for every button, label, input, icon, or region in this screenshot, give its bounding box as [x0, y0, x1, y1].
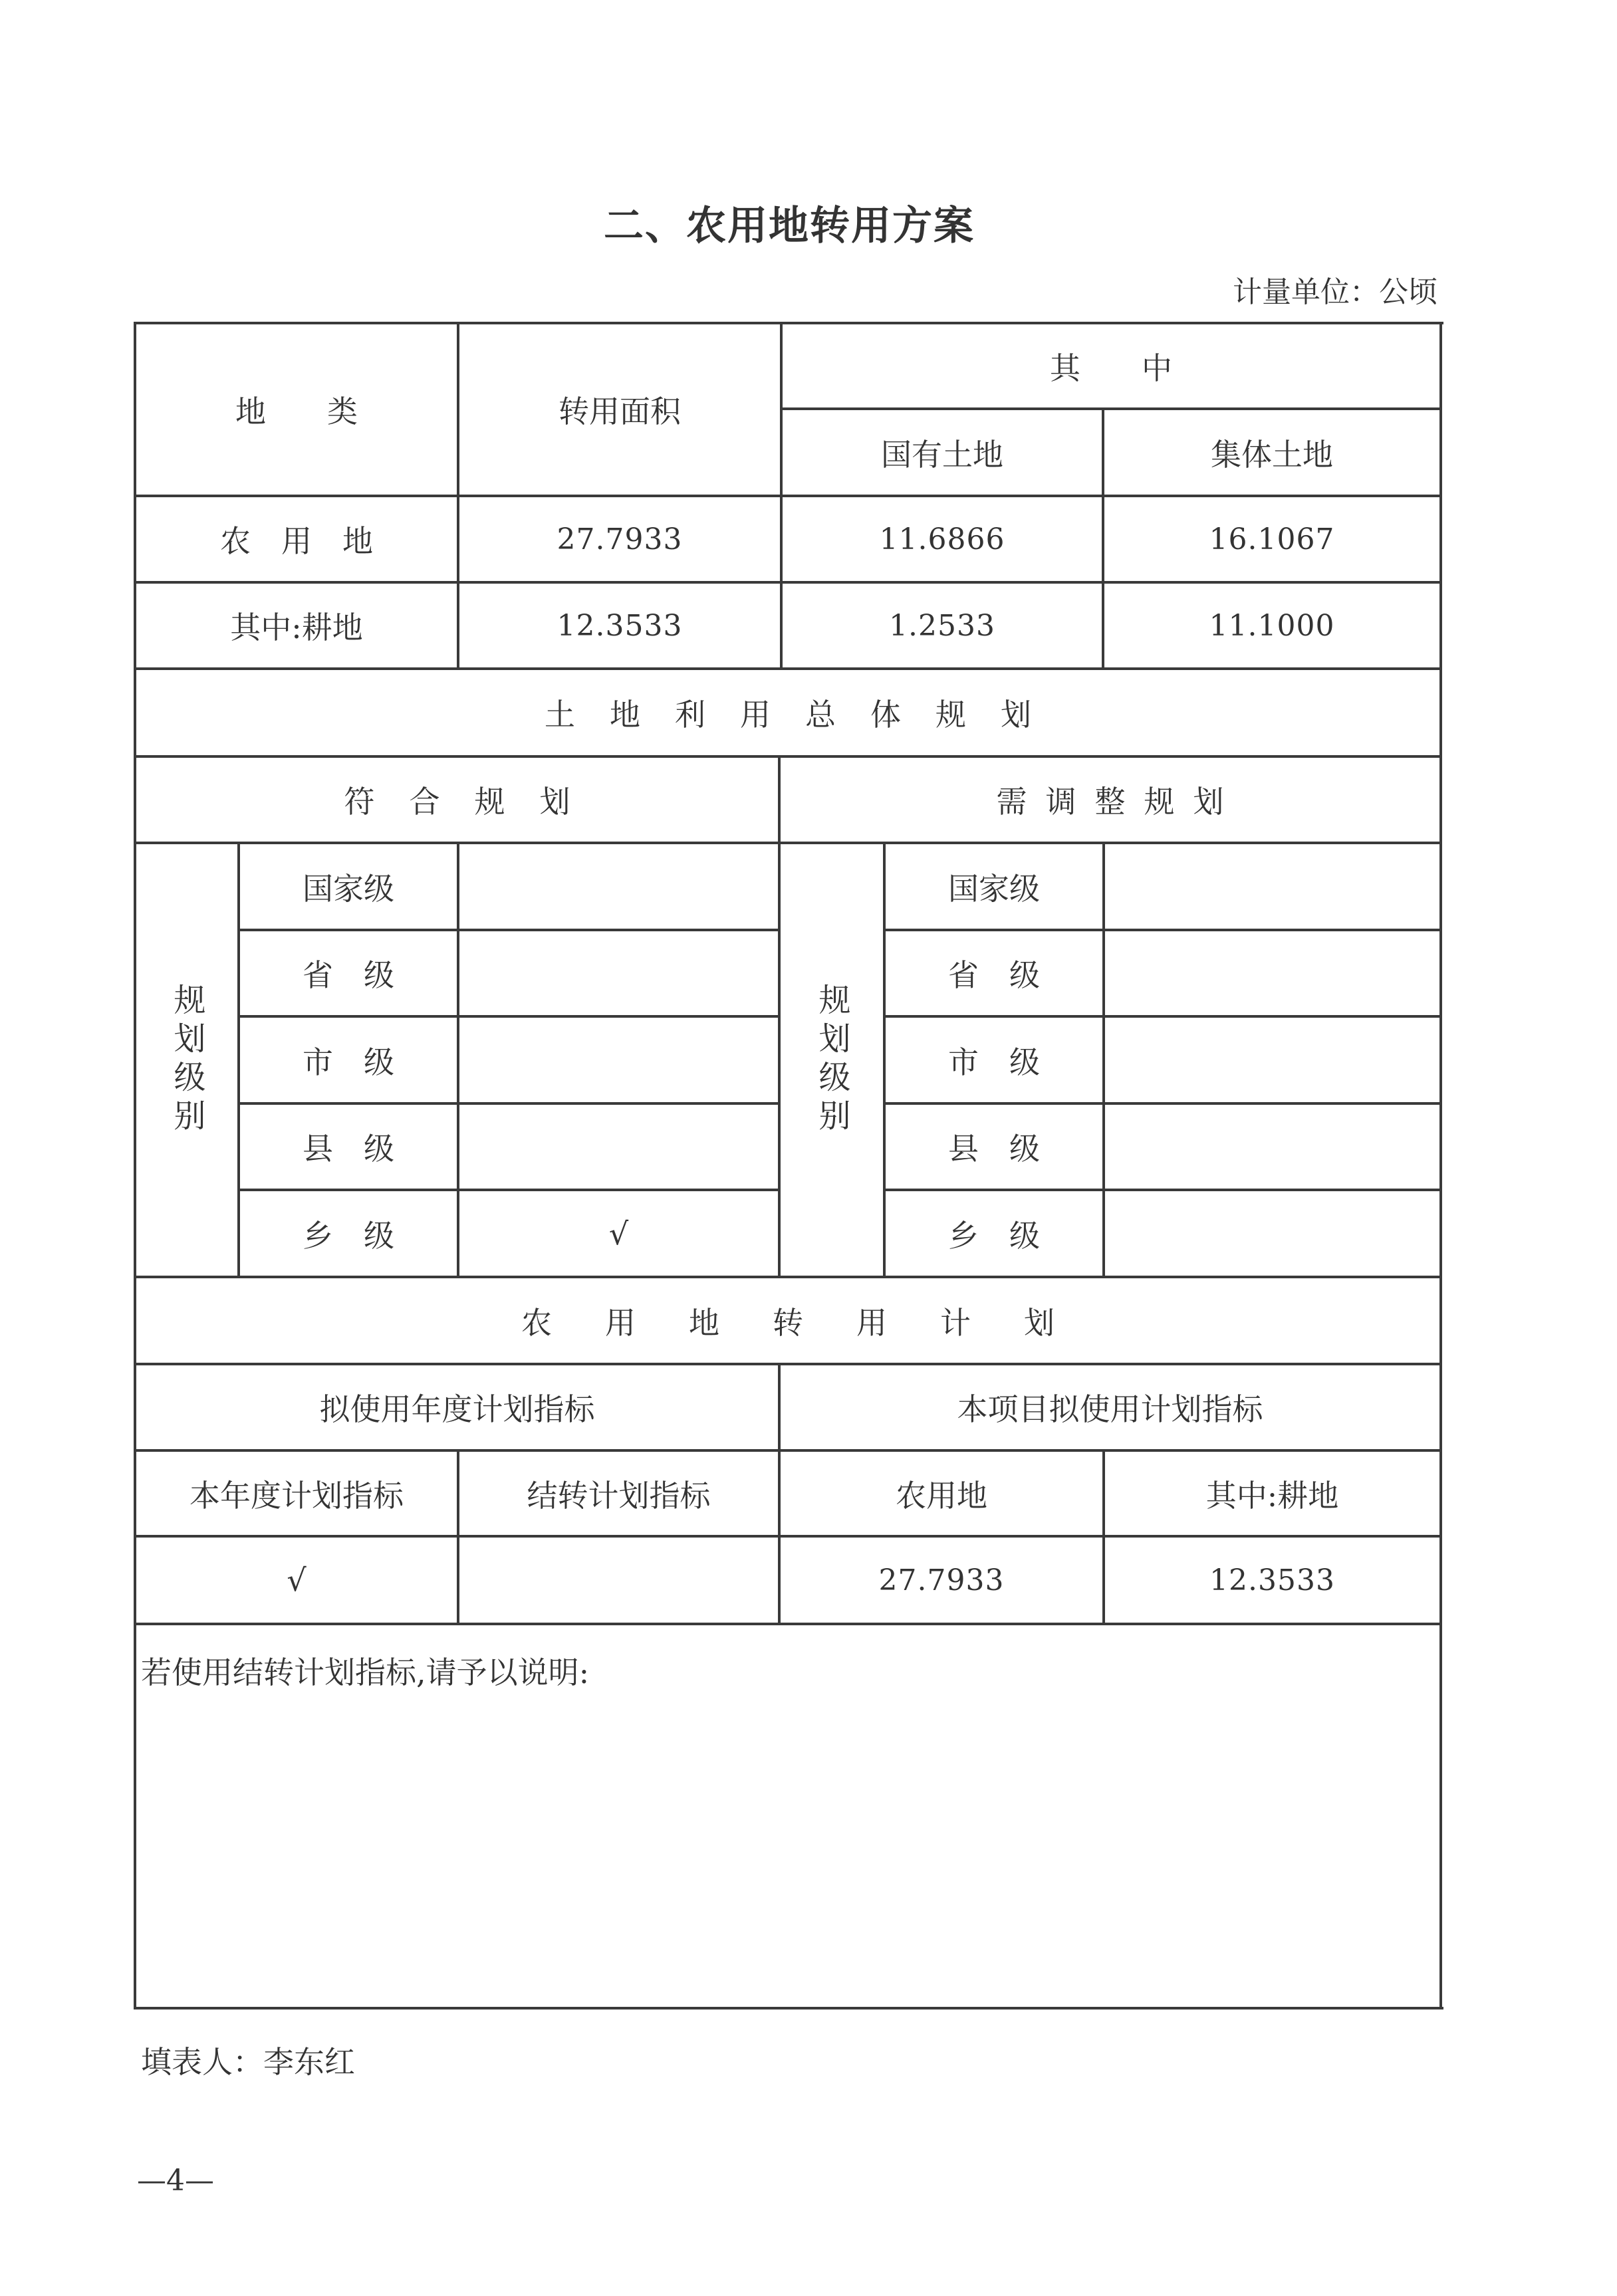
- page-number: —4—: [137, 2164, 214, 2198]
- quota-project-header: 本项目拟使用计划指标: [957, 1391, 1263, 1427]
- adj-level-provincial-mark: [1105, 931, 1439, 1015]
- plan-needs-adjustment: 需调整规划: [996, 784, 1243, 820]
- level-provincial-mark: [459, 931, 778, 1015]
- adj-level-city-mark: [1105, 1018, 1439, 1102]
- level-county-label: 县 级: [303, 1131, 394, 1167]
- quota-section-title: 农用地转用计划: [521, 1304, 1108, 1341]
- adj-level-national-mark: [1105, 844, 1439, 929]
- plan-level-label-left: 规划级别: [168, 983, 205, 1137]
- adj-level-county-label: 县 级: [948, 1131, 1040, 1167]
- table-border-bottom: [134, 2007, 1443, 2009]
- level-township-check-mark: √: [608, 1215, 629, 1252]
- plan-section-title: 土地利用总体规划: [545, 697, 1066, 733]
- row-state-owned: 1.2533: [889, 608, 995, 643]
- level-city-label: 市 级: [303, 1044, 394, 1080]
- unit-label: 计量单位：公顷: [1233, 275, 1437, 309]
- row-area: 12.3533: [557, 608, 683, 643]
- note-label: 若使用结转计划指标,请予以说明:: [141, 1655, 590, 1690]
- plan-level-label-right: 规划级别: [813, 983, 850, 1137]
- quota-carried-over-header: 结转计划指标: [527, 1477, 711, 1514]
- level-provincial-label: 省 级: [303, 957, 394, 993]
- header-of-which: 其 中: [1050, 350, 1172, 386]
- divider: [134, 1623, 1441, 1625]
- adj-level-township-mark: [1105, 1191, 1439, 1276]
- quota-this-year-header: 本年度计划指标: [189, 1477, 404, 1514]
- level-county-mark: [459, 1105, 778, 1189]
- row-state-owned: 11.6866: [879, 522, 1005, 556]
- adj-level-county-mark: [1105, 1105, 1439, 1189]
- header-land-type: 地 类: [235, 394, 358, 429]
- row-collective: 11.1000: [1209, 608, 1335, 643]
- row-collective: 16.1067: [1209, 522, 1335, 556]
- header-state-owned: 国有土地: [881, 436, 1003, 473]
- quota-farmland-value: 27.7933: [878, 1563, 1005, 1597]
- adj-level-national-label: 国家级: [948, 870, 1040, 907]
- page-title: 二、农用地转用方案: [604, 203, 975, 249]
- quota-arable-value: 12.3533: [1209, 1563, 1335, 1597]
- level-township-label: 乡 级: [303, 1217, 394, 1254]
- row-area: 27.7933: [557, 522, 683, 556]
- plan-conforming: 符合规划: [344, 784, 605, 820]
- header-collective: 集体土地: [1211, 436, 1333, 473]
- header-converted-area: 转用面积: [559, 394, 681, 429]
- level-national-label: 国家级: [303, 870, 394, 907]
- quota-carried-over-value: [459, 1538, 778, 1623]
- level-national-mark: [459, 844, 778, 929]
- signer-label: 填表人：李东红: [141, 2044, 355, 2080]
- adj-level-provincial-label: 省 级: [948, 957, 1040, 993]
- quota-annual-header: 拟使用年度计划指标: [319, 1391, 595, 1427]
- quota-this-year-check-mark: √: [287, 1562, 307, 1598]
- row-label: 其中:耕地: [230, 610, 363, 645]
- adj-level-township-label: 乡 级: [948, 1217, 1040, 1254]
- row-label: 农 用 地: [220, 523, 373, 559]
- adj-level-city-label: 市 级: [948, 1044, 1040, 1080]
- level-city-mark: [459, 1018, 778, 1102]
- table-border-right: [1439, 322, 1442, 2009]
- quota-arable-header: 其中:耕地: [1205, 1477, 1339, 1514]
- quota-farmland-header: 农用地: [896, 1477, 987, 1514]
